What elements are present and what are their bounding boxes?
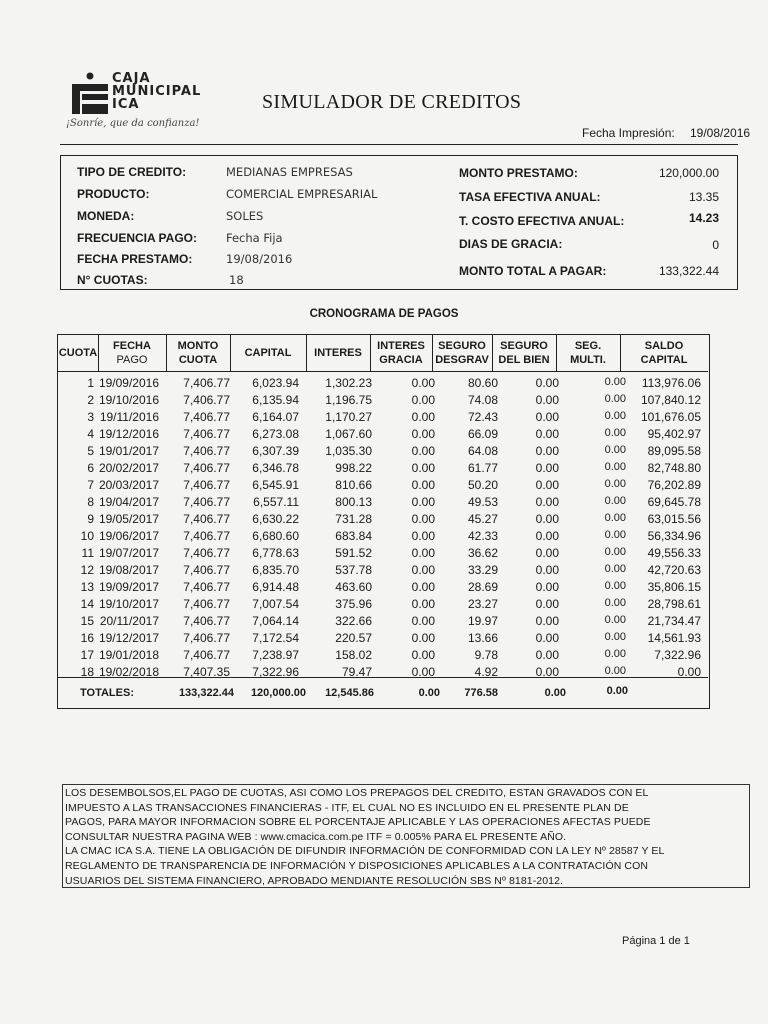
cell-fecha: 19/09/2016: [98, 376, 159, 390]
info-value-cuotas: 18: [229, 273, 244, 287]
cell-monto: 7,406.77: [183, 410, 230, 424]
cell-interes: 1,035.30: [325, 444, 372, 458]
header-seguro-bien: [492, 335, 556, 371]
cell-sdesg: 49.53: [467, 495, 498, 509]
cell-igracia: 0.00: [411, 478, 435, 492]
cell-sbien: 0.00: [535, 597, 559, 611]
cell-cuota: 12: [80, 563, 94, 577]
info-label-frecuencia: FRECUENCIA PAGO:: [77, 231, 197, 245]
table-row: [58, 376, 708, 393]
cell-smulti: 0.00: [604, 546, 626, 558]
totals-interes-text: 12,545.86: [325, 687, 374, 699]
cell-igracia: 0.00: [411, 546, 435, 560]
cell-capital: 7,007.54: [252, 597, 299, 611]
cell-sdesg: 42.33: [467, 529, 498, 543]
cell-monto: 7,406.77: [183, 631, 230, 645]
cell-igracia: 0.00: [411, 427, 435, 441]
cell-capital: 6,680.60: [252, 529, 299, 543]
cell-sbien: 0.00: [535, 495, 559, 509]
table-row: [58, 631, 708, 648]
cell-fecha: 20/03/2017: [98, 478, 159, 492]
schedule-title: CRONOGRAMA DE PAGOS: [309, 308, 459, 320]
cell-cuota: 10: [80, 529, 94, 543]
cell-interes: 731.28: [335, 512, 372, 526]
cell-interes: 220.57: [335, 631, 372, 645]
cell-cuota: 15: [80, 614, 94, 628]
cell-fecha: 19/06/2017: [98, 529, 159, 543]
info-value-fecha-prestamo: 19/08/2016: [226, 252, 293, 266]
table-row: [58, 597, 708, 614]
cell-interes: 810.66: [335, 478, 372, 492]
table-row: [58, 529, 708, 546]
table-row: [58, 563, 708, 580]
company-logo: [66, 72, 110, 116]
table-row: [58, 478, 708, 495]
cell-saldo: 14,561.93: [647, 631, 701, 645]
cell-sbien: 0.00: [535, 512, 559, 526]
disclaimer-line: LA CMAC ICA S.A. TIENE LA OBLIGACIÓN DE DIFUNDIR INFORMACIÓN DE CONFORMIDAD CON LA LEY Nº 28587 Y EL: [65, 845, 665, 858]
cell-sbien: 0.00: [535, 410, 559, 424]
logo-text: [112, 72, 201, 111]
cell-capital: 6,914.48: [252, 580, 299, 594]
cell-saldo: 101,676.05: [640, 410, 701, 424]
header-capital: [230, 335, 306, 371]
cell-smulti: 0.00: [604, 529, 626, 541]
cell-sbien: 0.00: [535, 427, 559, 441]
cell-monto: 7,406.77: [183, 614, 230, 628]
header-divider-4: [306, 335, 307, 371]
table-row: [58, 580, 708, 597]
info-label-cuotas: N° CUOTAS:: [77, 273, 148, 287]
header-seguro-desgrav: [432, 335, 492, 371]
table-row: [58, 614, 708, 631]
cell-monto: 7,406.77: [183, 529, 230, 543]
header-sdesg-line1: SEGURO: [438, 340, 486, 352]
cell-sdesg: 4.92: [474, 665, 498, 679]
cell-igracia: 0.00: [411, 529, 435, 543]
payment-schedule-table: [57, 334, 710, 709]
cell-smulti: 0.00: [604, 648, 626, 660]
cell-capital: 7,238.97: [252, 648, 299, 662]
cell-fecha: 19/09/2017: [98, 580, 159, 594]
info-label-dias-gracia: DIAS DE GRACIA:: [459, 237, 563, 251]
cell-monto: 7,406.77: [183, 427, 230, 441]
cell-smulti: 0.00: [604, 512, 626, 524]
cell-cuota: 6: [87, 461, 94, 475]
info-label-tasa-efectiva: TASA EFECTIVA ANUAL:: [459, 190, 601, 204]
cell-sdesg: 33.29: [467, 563, 498, 577]
header-divider-6: [432, 335, 433, 371]
info-value-costo-efectivo: 14.23: [688, 211, 719, 225]
info-value-monto-total: 133,322.44: [658, 264, 719, 278]
cell-interes: 79.47: [341, 665, 372, 679]
cell-cuota: 4: [87, 427, 94, 441]
header-saldo-line2: CAPITAL: [640, 354, 688, 366]
cell-monto: 7,406.77: [183, 393, 230, 407]
cell-monto: 7,406.77: [183, 461, 230, 475]
cell-fecha: 19/04/2017: [98, 495, 159, 509]
cell-igracia: 0.00: [411, 665, 435, 679]
cell-fecha: 19/10/2016: [98, 393, 159, 407]
info-label-monto-prestamo: MONTO PRESTAMO:: [459, 166, 578, 180]
table-row: [58, 495, 708, 512]
info-value-producto: COMERCIAL EMPRESARIAL: [226, 187, 378, 201]
cell-sbien: 0.00: [535, 665, 559, 679]
cell-interes: 1,067.60: [325, 427, 372, 441]
logo-line-3: ICA: [112, 97, 140, 112]
header-seg-multi: [556, 335, 620, 371]
cell-cuota: 7: [87, 478, 94, 492]
header-bottom-line: [58, 371, 708, 372]
cell-sdesg: 50.20: [467, 478, 498, 492]
cell-fecha: 20/11/2017: [99, 614, 159, 628]
totals-divider: [58, 677, 708, 678]
cell-igracia: 0.00: [411, 563, 435, 577]
cell-sdesg: 66.09: [467, 427, 498, 441]
info-label-fecha-prestamo: FECHA PRESTAMO:: [77, 252, 193, 266]
cell-monto: 7,406.77: [183, 546, 230, 560]
cell-cuota: 9: [87, 512, 94, 526]
header-interes: [306, 335, 370, 371]
cell-smulti: 0.00: [604, 461, 626, 473]
cell-smulti: 0.00: [604, 478, 626, 490]
table-row: [58, 410, 708, 427]
cell-sbien: 0.00: [535, 580, 559, 594]
cell-fecha: 19/12/2017: [98, 631, 159, 645]
page-title: SIMULADOR DE CREDITOS: [262, 91, 522, 113]
header-smulti-line1: SEG.: [574, 340, 602, 352]
logo-mark-icon: [66, 72, 110, 116]
cell-monto: 7,406.77: [183, 597, 230, 611]
cell-saldo: 49,556.33: [647, 546, 701, 560]
table-row: [58, 546, 708, 563]
cell-interes: 322.66: [335, 614, 372, 628]
cell-interes: 375.96: [335, 597, 372, 611]
cell-igracia: 0.00: [411, 461, 435, 475]
header-divider-1: [98, 335, 99, 371]
cell-monto: 7,406.77: [183, 444, 230, 458]
cell-capital: 7,322.96: [252, 665, 299, 679]
cell-capital: 6,023.94: [252, 376, 299, 390]
page-number: Página 1 de 1: [622, 935, 690, 947]
disclaimer-line: REGLAMENTO DE TRANSPARENCIA DE INFORMACIÓN Y DISPOSICIONES APLICABLES A LA CONTRATACIÓN CON: [65, 859, 649, 872]
cell-saldo: 107,840.12: [640, 393, 701, 407]
cell-igracia: 0.00: [411, 376, 435, 390]
cell-sbien: 0.00: [535, 631, 559, 645]
header-igracia-line2: GRACIA: [379, 354, 423, 366]
cell-saldo: 113,976.06: [641, 376, 701, 390]
totals-capital-text: 120,000.00: [250, 687, 306, 699]
cell-igracia: 0.00: [411, 597, 435, 611]
cell-monto: 7,406.77: [183, 512, 230, 526]
cell-monto: 7,406.77: [183, 495, 230, 509]
header-divider-2: [166, 335, 167, 371]
table-row: [58, 648, 708, 665]
cell-interes: 537.78: [335, 563, 372, 577]
cell-sdesg: 36.62: [467, 546, 498, 560]
cell-monto: 7,406.77: [183, 580, 230, 594]
cell-capital: 7,172.54: [252, 631, 299, 645]
disclaimer-line: CONSULTAR NUESTRA PAGINA WEB : www.cmacica.com.pe ITF = 0.005% PARA EL PRESENTE AÑO.: [65, 830, 567, 843]
header-divider-3: [230, 335, 231, 371]
totals-monto-text: 133,322.44: [178, 687, 234, 699]
print-date-value: 19/08/2016: [690, 126, 751, 140]
info-value-tipo: MEDIANAS EMPRESAS: [226, 165, 353, 179]
cell-sdesg: 74.08: [467, 393, 498, 407]
cell-smulti: 0.00: [604, 427, 626, 439]
header-saldo-line1: SALDO: [644, 340, 684, 352]
info-value-tasa-efectiva: 13.35: [688, 190, 719, 204]
print-date-label: Fecha Impresión:: [582, 126, 675, 140]
cell-sbien: 0.00: [535, 461, 559, 475]
header-capital-text: CAPITAL: [244, 347, 292, 359]
cell-smulti: 0.00: [604, 444, 626, 456]
cell-sdesg: 28.69: [467, 580, 498, 594]
cell-smulti: 0.00: [604, 665, 626, 677]
cell-cuota: 2: [87, 393, 94, 407]
header-fecha-line2: PAGO: [116, 354, 148, 366]
cell-capital: 6,778.63: [252, 546, 299, 560]
info-value-monto-prestamo: 120,000.00: [658, 166, 719, 180]
cell-saldo: 82,748.80: [647, 461, 701, 475]
table-row: [58, 512, 708, 529]
disclaimer-line: IMPUESTO A LAS TRANSACCIONES FINANCIERAS - ITF, EL CUAL NO ES INCLUIDO EN EL PRESENTE PLAN DE: [65, 801, 629, 814]
cell-saldo: 69,645.78: [647, 495, 701, 509]
cell-igracia: 0.00: [411, 495, 435, 509]
header-monto-line2: CUOTA: [178, 354, 218, 366]
totals-igracia-text: 0.00: [418, 687, 440, 699]
cell-sdesg: 72.43: [467, 410, 498, 424]
header-cuota-text: CUOTA: [58, 347, 98, 359]
cell-fecha: 19/11/2016: [99, 410, 159, 424]
cell-sdesg: 13.66: [467, 631, 498, 645]
cell-capital: 6,346.78: [252, 461, 299, 475]
cell-capital: 6,835.70: [252, 563, 299, 577]
cell-monto: 7,406.77: [183, 478, 230, 492]
table-row: [58, 461, 708, 478]
cell-interes: 1,302.23: [325, 376, 372, 390]
info-label-producto: PRODUCTO:: [77, 187, 150, 201]
info-label-moneda: MONEDA:: [77, 209, 135, 223]
cell-igracia: 0.00: [411, 614, 435, 628]
cell-smulti: 0.00: [604, 580, 626, 592]
cell-capital: 6,135.94: [252, 393, 299, 407]
cell-capital: 6,630.22: [252, 512, 299, 526]
cell-cuota: 8: [87, 495, 94, 509]
cell-sbien: 0.00: [535, 648, 559, 662]
header-fecha: [98, 335, 166, 371]
cell-interes: 998.22: [335, 461, 372, 475]
table-row: [58, 665, 708, 682]
totals-sbien-text: 0.00: [544, 687, 566, 699]
header-sbien-line2: DEL BIEN: [498, 354, 550, 366]
cell-sdesg: 61.77: [467, 461, 498, 475]
cell-saldo: 63,015.56: [647, 512, 701, 526]
cell-cuota: 1: [87, 376, 94, 390]
cell-smulti: 0.00: [604, 376, 626, 388]
cell-cuota: 5: [87, 444, 94, 458]
header-interes-text: INTERES: [314, 347, 362, 359]
cell-fecha: 19/07/2017: [98, 546, 159, 560]
header-smulti-line2: MULTI.: [570, 354, 606, 366]
cell-sbien: 0.00: [535, 546, 559, 560]
header-fecha-line1: FECHA: [113, 340, 151, 352]
cell-interes: 1,170.27: [325, 410, 372, 424]
logo-line-1: CAJA: [112, 71, 151, 86]
cell-interes: 800.13: [335, 495, 372, 509]
cell-capital: 6,273.08: [252, 427, 299, 441]
header-interes-gracia: [370, 335, 432, 371]
cell-interes: 683.84: [335, 529, 372, 543]
logo-line-2: MUNICIPAL: [112, 84, 202, 99]
cell-cuota: 14: [80, 597, 94, 611]
cell-igracia: 0.00: [411, 410, 435, 424]
header-cuota: [58, 335, 98, 371]
header-sbien-line1: SEGURO: [500, 340, 548, 352]
cell-interes: 158.02: [335, 648, 372, 662]
cell-sbien: 0.00: [535, 614, 559, 628]
cell-igracia: 0.00: [411, 580, 435, 594]
cell-igracia: 0.00: [411, 512, 435, 526]
cell-saldo: 21,734.47: [647, 614, 701, 628]
totals-sdesg-text: 776.58: [464, 687, 498, 699]
disclaimer-line: USUARIOS DEL SISTEMA FINANCIERO, APROBADO MENDIANTE RESOLUCIÓN SBS Nº 8181-2012.: [65, 874, 564, 887]
cell-sdesg: 45.27: [467, 512, 498, 526]
cell-fecha: 19/12/2016: [98, 427, 159, 441]
cell-cuota: 13: [80, 580, 94, 594]
cell-monto: 7,406.77: [183, 648, 230, 662]
cell-fecha: 19/01/2017: [98, 444, 159, 458]
header-monto-line1: MONTO: [177, 340, 219, 352]
info-label-tipo: TIPO DE CREDITO:: [77, 165, 187, 179]
header-saldo: [620, 335, 708, 371]
cell-interes: 463.60: [335, 580, 372, 594]
cell-cuota: 16: [80, 631, 94, 645]
info-value-moneda: SOLES: [226, 209, 264, 223]
cell-saldo: 0.00: [677, 665, 701, 679]
cell-fecha: 20/02/2017: [98, 461, 159, 475]
cell-smulti: 0.00: [604, 495, 626, 507]
cell-capital: 6,164.07: [252, 410, 299, 424]
cell-sbien: 0.00: [535, 529, 559, 543]
info-value-frecuencia: Fecha Fija: [226, 231, 283, 245]
legal-disclaimer: [62, 784, 750, 888]
cell-fecha: 19/02/2018: [98, 665, 159, 679]
table-row: [58, 393, 708, 410]
cell-saldo: 35,806.15: [647, 580, 701, 594]
header-divider-5: [370, 335, 371, 371]
header-divider-8: [556, 335, 557, 371]
cell-saldo: 95,402.97: [647, 427, 701, 441]
cell-smulti: 0.00: [604, 597, 626, 609]
cell-sbien: 0.00: [535, 393, 559, 407]
cell-interes: 1,196.75: [325, 393, 372, 407]
cell-cuota: 18: [80, 665, 94, 679]
table-row: [58, 427, 708, 444]
cell-cuota: 11: [81, 546, 94, 560]
cell-saldo: 7,322.96: [654, 648, 701, 662]
cell-capital: 6,307.39: [252, 444, 299, 458]
cell-saldo: 56,334.96: [647, 529, 701, 543]
cell-sdesg: 19.97: [467, 614, 498, 628]
cell-saldo: 28,798.61: [647, 597, 701, 611]
header-monto: [166, 335, 230, 371]
disclaimer-line: LOS DESEMBOLSOS,EL PAGO DE CUOTAS, ASI COMO LOS PREPAGOS DEL CREDITO, ESTAN GRAVADOS CON EL: [65, 787, 649, 799]
cell-smulti: 0.00: [604, 631, 626, 643]
cell-fecha: 19/08/2017: [98, 563, 159, 577]
cell-sbien: 0.00: [535, 444, 559, 458]
cell-igracia: 0.00: [411, 444, 435, 458]
cell-igracia: 0.00: [411, 393, 435, 407]
cell-capital: 7,064.14: [252, 614, 299, 628]
info-label-monto-total: MONTO TOTAL A PAGAR:: [459, 264, 607, 278]
cell-cuota: 3: [87, 410, 94, 424]
cell-monto: 7,406.77: [183, 376, 230, 390]
credit-info-box: [60, 155, 738, 290]
info-label-costo-efectivo: T. COSTO EFECTIVA ANUAL:: [459, 214, 625, 228]
disclaimer-line: PAGOS, PARA MAYOR INFORMACION SOBRE EL PORCENTAJE APLICABLE Y LAS OPERACIONES AFECTAS PUEDE: [65, 816, 651, 829]
cell-interes: 591.52: [335, 546, 372, 560]
cell-monto: 7,407.35: [183, 665, 230, 679]
cell-sdesg: 80.60: [467, 376, 498, 390]
cell-cuota: 17: [80, 648, 94, 662]
cell-sbien: 0.00: [535, 478, 559, 492]
cell-sdesg: 9.78: [474, 648, 498, 662]
logo-slogan: ¡Sonríe, que da confianza!: [66, 118, 200, 129]
header-divider-7: [492, 335, 493, 371]
header-igracia-line1: INTERES: [377, 340, 425, 352]
cell-saldo: 89,095.58: [647, 444, 701, 458]
cell-saldo: 76,202.89: [647, 478, 701, 492]
cell-igracia: 0.00: [411, 648, 435, 662]
cell-sdesg: 64.08: [467, 444, 498, 458]
cell-monto: 7,406.77: [183, 563, 230, 577]
table-row: [58, 444, 708, 461]
cell-sdesg: 23.27: [467, 597, 498, 611]
cell-smulti: 0.00: [604, 614, 626, 626]
totals-smulti-text: 0.00: [606, 685, 628, 697]
cell-igracia: 0.00: [411, 631, 435, 645]
cell-sbien: 0.00: [535, 563, 559, 577]
cell-capital: 6,545.91: [252, 478, 299, 492]
cell-smulti: 0.00: [604, 563, 626, 575]
cell-sbien: 0.00: [535, 376, 559, 390]
header-divider-9: [620, 335, 621, 371]
header-sdesg-line2: DESGRAV: [435, 354, 489, 366]
header-divider: [60, 144, 738, 145]
cell-saldo: 42,720.63: [647, 563, 701, 577]
cell-fecha: 19/10/2017: [98, 597, 159, 611]
cell-fecha: 19/01/2018: [98, 648, 159, 662]
cell-smulti: 0.00: [604, 393, 626, 405]
cell-capital: 6,557.11: [253, 495, 299, 509]
cell-fecha: 19/05/2017: [98, 512, 159, 526]
totals-label: TOTALES:: [80, 687, 134, 699]
cell-smulti: 0.00: [604, 410, 626, 422]
info-value-dias-gracia: 0: [712, 238, 719, 252]
